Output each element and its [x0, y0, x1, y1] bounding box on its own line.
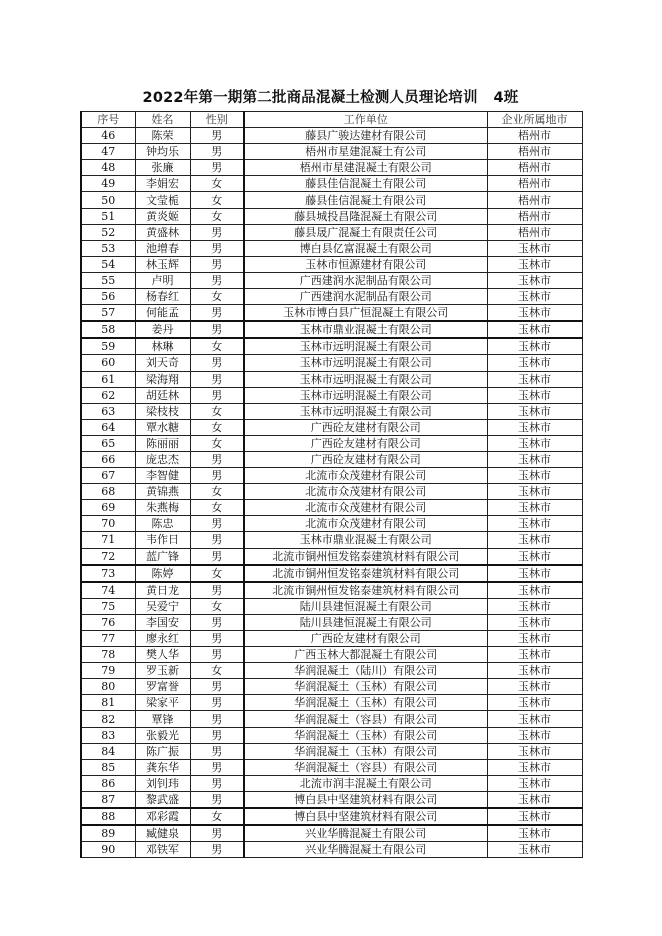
cell-gender: 男: [190, 387, 244, 403]
cell-employer: 陆川县建恒混凝土有限公司: [244, 614, 487, 630]
cell-index: 70: [81, 516, 135, 532]
table-row: [81, 565, 582, 582]
table-row: [81, 305, 582, 322]
cell-index: 60: [81, 355, 135, 371]
cell-gender: 女: [190, 208, 244, 224]
cell-city: 玉林市: [487, 775, 582, 791]
cell-employer: 华润混凝土（玉林）有限公司: [244, 679, 487, 695]
table-body: [81, 128, 582, 858]
cell-index: 66: [81, 451, 135, 467]
cell-index: 52: [81, 224, 135, 240]
cell-index: 75: [81, 598, 135, 614]
cell-gender: 男: [190, 371, 244, 387]
cell-employer: 广西砼友建材有限公司: [244, 419, 487, 435]
table-row: [81, 614, 582, 630]
cell-employer: 北流市众茂建材有限公司: [244, 516, 487, 532]
table-row: [81, 128, 582, 144]
cell-city: 玉林市: [487, 289, 582, 305]
cell-city: 梧州市: [487, 144, 582, 160]
cell-city: 梧州市: [487, 224, 582, 240]
cell-index: 63: [81, 403, 135, 419]
cell-gender: 女: [190, 663, 244, 679]
cell-index: 54: [81, 256, 135, 272]
table-row: [81, 484, 582, 500]
cell-name: 姜丹: [135, 321, 190, 338]
cell-index: 58: [81, 321, 135, 338]
table-row: [81, 743, 582, 759]
cell-gender: 男: [190, 144, 244, 160]
cell-city: 玉林市: [487, 256, 582, 272]
cell-gender: 男: [190, 468, 244, 484]
cell-index: 74: [81, 582, 135, 599]
cell-index: 88: [81, 808, 135, 825]
cell-employer: 广西建润水泥制品有限公司: [244, 289, 487, 305]
cell-employer: 陆川县建恒混凝土有限公司: [244, 598, 487, 614]
cell-city: 玉林市: [487, 451, 582, 467]
cell-city: 玉林市: [487, 631, 582, 647]
cell-employer: 玉林市鼎业混凝土有限公司: [244, 321, 487, 338]
cell-name: 罗富誉: [135, 679, 190, 695]
cell-employer: 北流市铜州恒发铭泰建筑材料有限公司: [244, 565, 487, 582]
cell-index: 90: [81, 842, 135, 858]
cell-name: 廖永红: [135, 631, 190, 647]
cell-gender: 女: [190, 484, 244, 500]
table-row: [81, 842, 582, 858]
cell-gender: 男: [190, 451, 244, 467]
cell-index: 65: [81, 435, 135, 451]
cell-city: 玉林市: [487, 272, 582, 288]
cell-gender: 男: [190, 240, 244, 256]
cell-gender: 男: [190, 272, 244, 288]
cell-gender: 女: [190, 808, 244, 825]
table-row: [81, 451, 582, 467]
cell-index: 69: [81, 500, 135, 516]
cell-city: 玉林市: [487, 727, 582, 743]
table-row: [81, 435, 582, 451]
table-row: [81, 321, 582, 338]
cell-employer: 北流市铜州恒发铭泰建筑材料有限公司: [244, 548, 487, 565]
cell-name: 杨春红: [135, 289, 190, 305]
cell-name: 何能孟: [135, 305, 190, 322]
cell-name: 朱燕梅: [135, 500, 190, 516]
cell-index: 87: [81, 791, 135, 808]
cell-gender: 男: [190, 727, 244, 743]
cell-gender: 男: [190, 825, 244, 842]
cell-employer: 北流市众茂建材有限公司: [244, 500, 487, 516]
table-row: [81, 160, 582, 176]
cell-employer: 广西砼友建材有限公司: [244, 435, 487, 451]
table-row: [81, 679, 582, 695]
cell-city: 玉林市: [487, 614, 582, 630]
table-row: [81, 272, 582, 288]
cell-index: 46: [81, 128, 135, 144]
cell-city: 玉林市: [487, 548, 582, 565]
table-row: [81, 387, 582, 403]
cell-name: 池增春: [135, 240, 190, 256]
cell-employer: 华润混凝土（容县）有限公司: [244, 759, 487, 775]
header-name: 姓名: [135, 112, 190, 128]
cell-employer: 北流市众茂建材有限公司: [244, 468, 487, 484]
cell-name: 黎武盛: [135, 791, 190, 808]
cell-gender: 男: [190, 128, 244, 144]
cell-employer: 博白县中坚建筑材料有限公司: [244, 808, 487, 825]
cell-name: 钟均乐: [135, 144, 190, 160]
cell-gender: 女: [190, 338, 244, 355]
cell-index: 85: [81, 759, 135, 775]
cell-name: 李娟宏: [135, 176, 190, 192]
cell-name: 庞忠杰: [135, 451, 190, 467]
table-row: [81, 256, 582, 272]
cell-name: 张廉: [135, 160, 190, 176]
table-row: [81, 598, 582, 614]
cell-name: 邓铁军: [135, 842, 190, 858]
cell-city: 玉林市: [487, 468, 582, 484]
cell-city: 玉林市: [487, 321, 582, 338]
table-header-row: [81, 112, 582, 128]
table-row: [81, 516, 582, 532]
cell-city: 玉林市: [487, 435, 582, 451]
cell-index: 50: [81, 192, 135, 208]
cell-gender: 男: [190, 355, 244, 371]
table-row: [81, 808, 582, 825]
cell-employer: 广西建润水泥制品有限公司: [244, 272, 487, 288]
cell-employer: 北流市润丰混凝土有限公司: [244, 775, 487, 791]
cell-index: 76: [81, 614, 135, 630]
cell-gender: 男: [190, 614, 244, 630]
cell-city: 玉林市: [487, 419, 582, 435]
cell-employer: 博白县中坚建筑材料有限公司: [244, 791, 487, 808]
cell-gender: 男: [190, 743, 244, 759]
cell-gender: 女: [190, 192, 244, 208]
cell-gender: 男: [190, 647, 244, 663]
cell-gender: 男: [190, 631, 244, 647]
table-row: [81, 548, 582, 565]
cell-city: 玉林市: [487, 371, 582, 387]
table-row: [81, 176, 582, 192]
cell-gender: 男: [190, 582, 244, 599]
table-row: [81, 289, 582, 305]
cell-city: 玉林市: [487, 403, 582, 419]
cell-index: 61: [81, 371, 135, 387]
cell-name: 李智健: [135, 468, 190, 484]
cell-name: 蓝广锋: [135, 548, 190, 565]
cell-employer: 华润混凝土（玉林）有限公司: [244, 743, 487, 759]
cell-gender: 男: [190, 791, 244, 808]
table-row: [81, 240, 582, 256]
cell-index: 59: [81, 338, 135, 355]
cell-employer: 藤县佳信混凝土有限公司: [244, 176, 487, 192]
cell-employer: 藤县佳信混凝土有限公司: [244, 192, 487, 208]
cell-city: 玉林市: [487, 500, 582, 516]
cell-gender: 女: [190, 598, 244, 614]
table-row: [81, 371, 582, 387]
cell-index: 53: [81, 240, 135, 256]
cell-name: 张毅光: [135, 727, 190, 743]
cell-city: 玉林市: [487, 305, 582, 322]
table-row: [81, 663, 582, 679]
table-row: [81, 403, 582, 419]
cell-employer: 华润混凝土（玉林）有限公司: [244, 727, 487, 743]
cell-name: 罗玉新: [135, 663, 190, 679]
table-row: [81, 695, 582, 711]
table-row: [81, 224, 582, 240]
cell-city: 梧州市: [487, 176, 582, 192]
cell-city: 梧州市: [487, 208, 582, 224]
cell-gender: 男: [190, 711, 244, 727]
cell-name: 陈婷: [135, 565, 190, 582]
cell-name: 臧健泉: [135, 825, 190, 842]
cell-gender: 男: [190, 695, 244, 711]
table-row: [81, 582, 582, 599]
cell-index: 68: [81, 484, 135, 500]
cell-name: 邓彩霞: [135, 808, 190, 825]
header-city: 企业所属地市: [487, 112, 582, 128]
cell-gender: 男: [190, 256, 244, 272]
cell-gender: 男: [190, 679, 244, 695]
cell-employer: 玉林市远明混凝土有限公司: [244, 403, 487, 419]
table-row: [81, 355, 582, 371]
cell-index: 49: [81, 176, 135, 192]
cell-gender: 男: [190, 160, 244, 176]
cell-gender: 女: [190, 403, 244, 419]
cell-city: 玉林市: [487, 695, 582, 711]
table-row: [81, 775, 582, 791]
cell-employer: 玉林市远明混凝土有限公司: [244, 338, 487, 355]
cell-index: 82: [81, 711, 135, 727]
cell-city: 玉林市: [487, 743, 582, 759]
cell-employer: 玉林市远明混凝土有限公司: [244, 387, 487, 403]
cell-city: 玉林市: [487, 240, 582, 256]
cell-employer: 玉林市恒源建材有限公司: [244, 256, 487, 272]
table-row: [81, 631, 582, 647]
cell-employer: 兴业华腾混凝土有限公司: [244, 842, 487, 858]
cell-index: 47: [81, 144, 135, 160]
cell-city: 玉林市: [487, 338, 582, 355]
cell-name: 黄锦燕: [135, 484, 190, 500]
cell-gender: 男: [190, 759, 244, 775]
cell-employer: 兴业华腾混凝土有限公司: [244, 825, 487, 842]
cell-city: 玉林市: [487, 711, 582, 727]
cell-gender: 男: [190, 842, 244, 858]
cell-name: 卢明: [135, 272, 190, 288]
cell-index: 56: [81, 289, 135, 305]
cell-city: 玉林市: [487, 679, 582, 695]
cell-index: 72: [81, 548, 135, 565]
cell-gender: 女: [190, 435, 244, 451]
cell-employer: 玉林市博白县广恒混凝土有限公司: [244, 305, 487, 322]
cell-employer: 藤县晟广混凝土有限责任公司: [244, 224, 487, 240]
table-row: [81, 825, 582, 842]
cell-name: 龚东华: [135, 759, 190, 775]
cell-name: 胡廷林: [135, 387, 190, 403]
cell-index: 78: [81, 647, 135, 663]
header-employer: 工作单位: [244, 112, 487, 128]
cell-name: 韦作日: [135, 532, 190, 548]
cell-city: 梧州市: [487, 160, 582, 176]
cell-gender: 男: [190, 321, 244, 338]
cell-index: 57: [81, 305, 135, 322]
cell-name: 林玉辉: [135, 256, 190, 272]
table-row: [81, 468, 582, 484]
cell-name: 覃水糖: [135, 419, 190, 435]
table-row: [81, 759, 582, 775]
cell-index: 83: [81, 727, 135, 743]
cell-city: 玉林市: [487, 808, 582, 825]
cell-city: 玉林市: [487, 663, 582, 679]
cell-city: 梧州市: [487, 128, 582, 144]
cell-name: 梁海翔: [135, 371, 190, 387]
cell-index: 86: [81, 775, 135, 791]
cell-name: 黄日龙: [135, 582, 190, 599]
cell-name: 吴爱宁: [135, 598, 190, 614]
cell-index: 81: [81, 695, 135, 711]
cell-city: 玉林市: [487, 355, 582, 371]
cell-name: 陈荣: [135, 128, 190, 144]
cell-employer: 华润混凝土（容县）有限公司: [244, 711, 487, 727]
cell-name: 黄盛林: [135, 224, 190, 240]
cell-employer: 博白县亿富混凝土有限公司: [244, 240, 487, 256]
cell-index: 73: [81, 565, 135, 582]
table-row: [81, 192, 582, 208]
table-row: [81, 711, 582, 727]
cell-index: 84: [81, 743, 135, 759]
cell-city: 玉林市: [487, 791, 582, 808]
cell-city: 玉林市: [487, 759, 582, 775]
cell-index: 55: [81, 272, 135, 288]
cell-city: 玉林市: [487, 825, 582, 842]
cell-name: 刘钊玮: [135, 775, 190, 791]
table-row: [81, 727, 582, 743]
cell-index: 77: [81, 631, 135, 647]
cell-index: 64: [81, 419, 135, 435]
cell-employer: 广西玉林大都混凝土有限公司: [244, 647, 487, 663]
cell-employer: 藤县城投昌隆混凝土有限公司: [244, 208, 487, 224]
table-row: [81, 208, 582, 224]
cell-gender: 女: [190, 419, 244, 435]
cell-employer: 玉林市鼎业混凝土有限公司: [244, 532, 487, 548]
cell-employer: 梧州市星建混凝土有限公司: [244, 160, 487, 176]
cell-name: 李国安: [135, 614, 190, 630]
table-row: [81, 647, 582, 663]
cell-city: 玉林市: [487, 582, 582, 599]
cell-index: 79: [81, 663, 135, 679]
cell-index: 80: [81, 679, 135, 695]
cell-city: 玉林市: [487, 387, 582, 403]
cell-gender: 女: [190, 289, 244, 305]
cell-city: 玉林市: [487, 532, 582, 548]
cell-index: 67: [81, 468, 135, 484]
cell-gender: 男: [190, 224, 244, 240]
cell-gender: 男: [190, 305, 244, 322]
header-gender: 性别: [190, 112, 244, 128]
table-row: [81, 791, 582, 808]
cell-index: 48: [81, 160, 135, 176]
cell-name: 梁家平: [135, 695, 190, 711]
cell-name: 刘天奇: [135, 355, 190, 371]
cell-city: 梧州市: [487, 192, 582, 208]
cell-gender: 女: [190, 176, 244, 192]
cell-employer: 广西砼友建材有限公司: [244, 631, 487, 647]
table-row: [81, 338, 582, 355]
document-title: 2022年第一期第二批商品混凝土检测人员理论培训 4班: [142, 90, 519, 106]
cell-city: 玉林市: [487, 565, 582, 582]
table-row: [81, 419, 582, 435]
cell-gender: 男: [190, 532, 244, 548]
cell-employer: 华润混凝土（陆川）有限公司: [244, 663, 487, 679]
cell-employer: 北流市铜州恒发铭泰建筑材料有限公司: [244, 582, 487, 599]
cell-employer: 华润混凝土（玉林）有限公司: [244, 695, 487, 711]
cell-index: 89: [81, 825, 135, 842]
cell-city: 玉林市: [487, 516, 582, 532]
header-index: 序号: [81, 112, 135, 128]
cell-city: 玉林市: [487, 647, 582, 663]
cell-employer: 玉林市远明混凝土有限公司: [244, 355, 487, 371]
cell-gender: 男: [190, 548, 244, 565]
cell-employer: 玉林市远明混凝土有限公司: [244, 371, 487, 387]
cell-index: 51: [81, 208, 135, 224]
cell-city: 玉林市: [487, 484, 582, 500]
cell-gender: 女: [190, 500, 244, 516]
cell-employer: 藤县广骏达建材有限公司: [244, 128, 487, 144]
cell-name: 文莹栀: [135, 192, 190, 208]
cell-name: 覃锋: [135, 711, 190, 727]
table-row: [81, 532, 582, 548]
cell-name: 陈忠: [135, 516, 190, 532]
cell-name: 陈广振: [135, 743, 190, 759]
cell-gender: 男: [190, 775, 244, 791]
cell-index: 62: [81, 387, 135, 403]
cell-employer: 广西砼友建材有限公司: [244, 451, 487, 467]
cell-name: 黄炎姬: [135, 208, 190, 224]
cell-city: 玉林市: [487, 842, 582, 858]
cell-index: 71: [81, 532, 135, 548]
cell-name: 陈丽丽: [135, 435, 190, 451]
table-row: [81, 144, 582, 160]
cell-gender: 男: [190, 516, 244, 532]
cell-name: 梁枝枝: [135, 403, 190, 419]
cell-employer: 梧州市星建混凝土有公司: [244, 144, 487, 160]
cell-employer: 北流市众茂建材有限公司: [244, 484, 487, 500]
cell-gender: 女: [190, 565, 244, 582]
cell-city: 玉林市: [487, 598, 582, 614]
table-row: [81, 500, 582, 516]
cell-name: 林琳: [135, 338, 190, 355]
cell-name: 樊人华: [135, 647, 190, 663]
trainee-roster-table: [80, 111, 583, 858]
